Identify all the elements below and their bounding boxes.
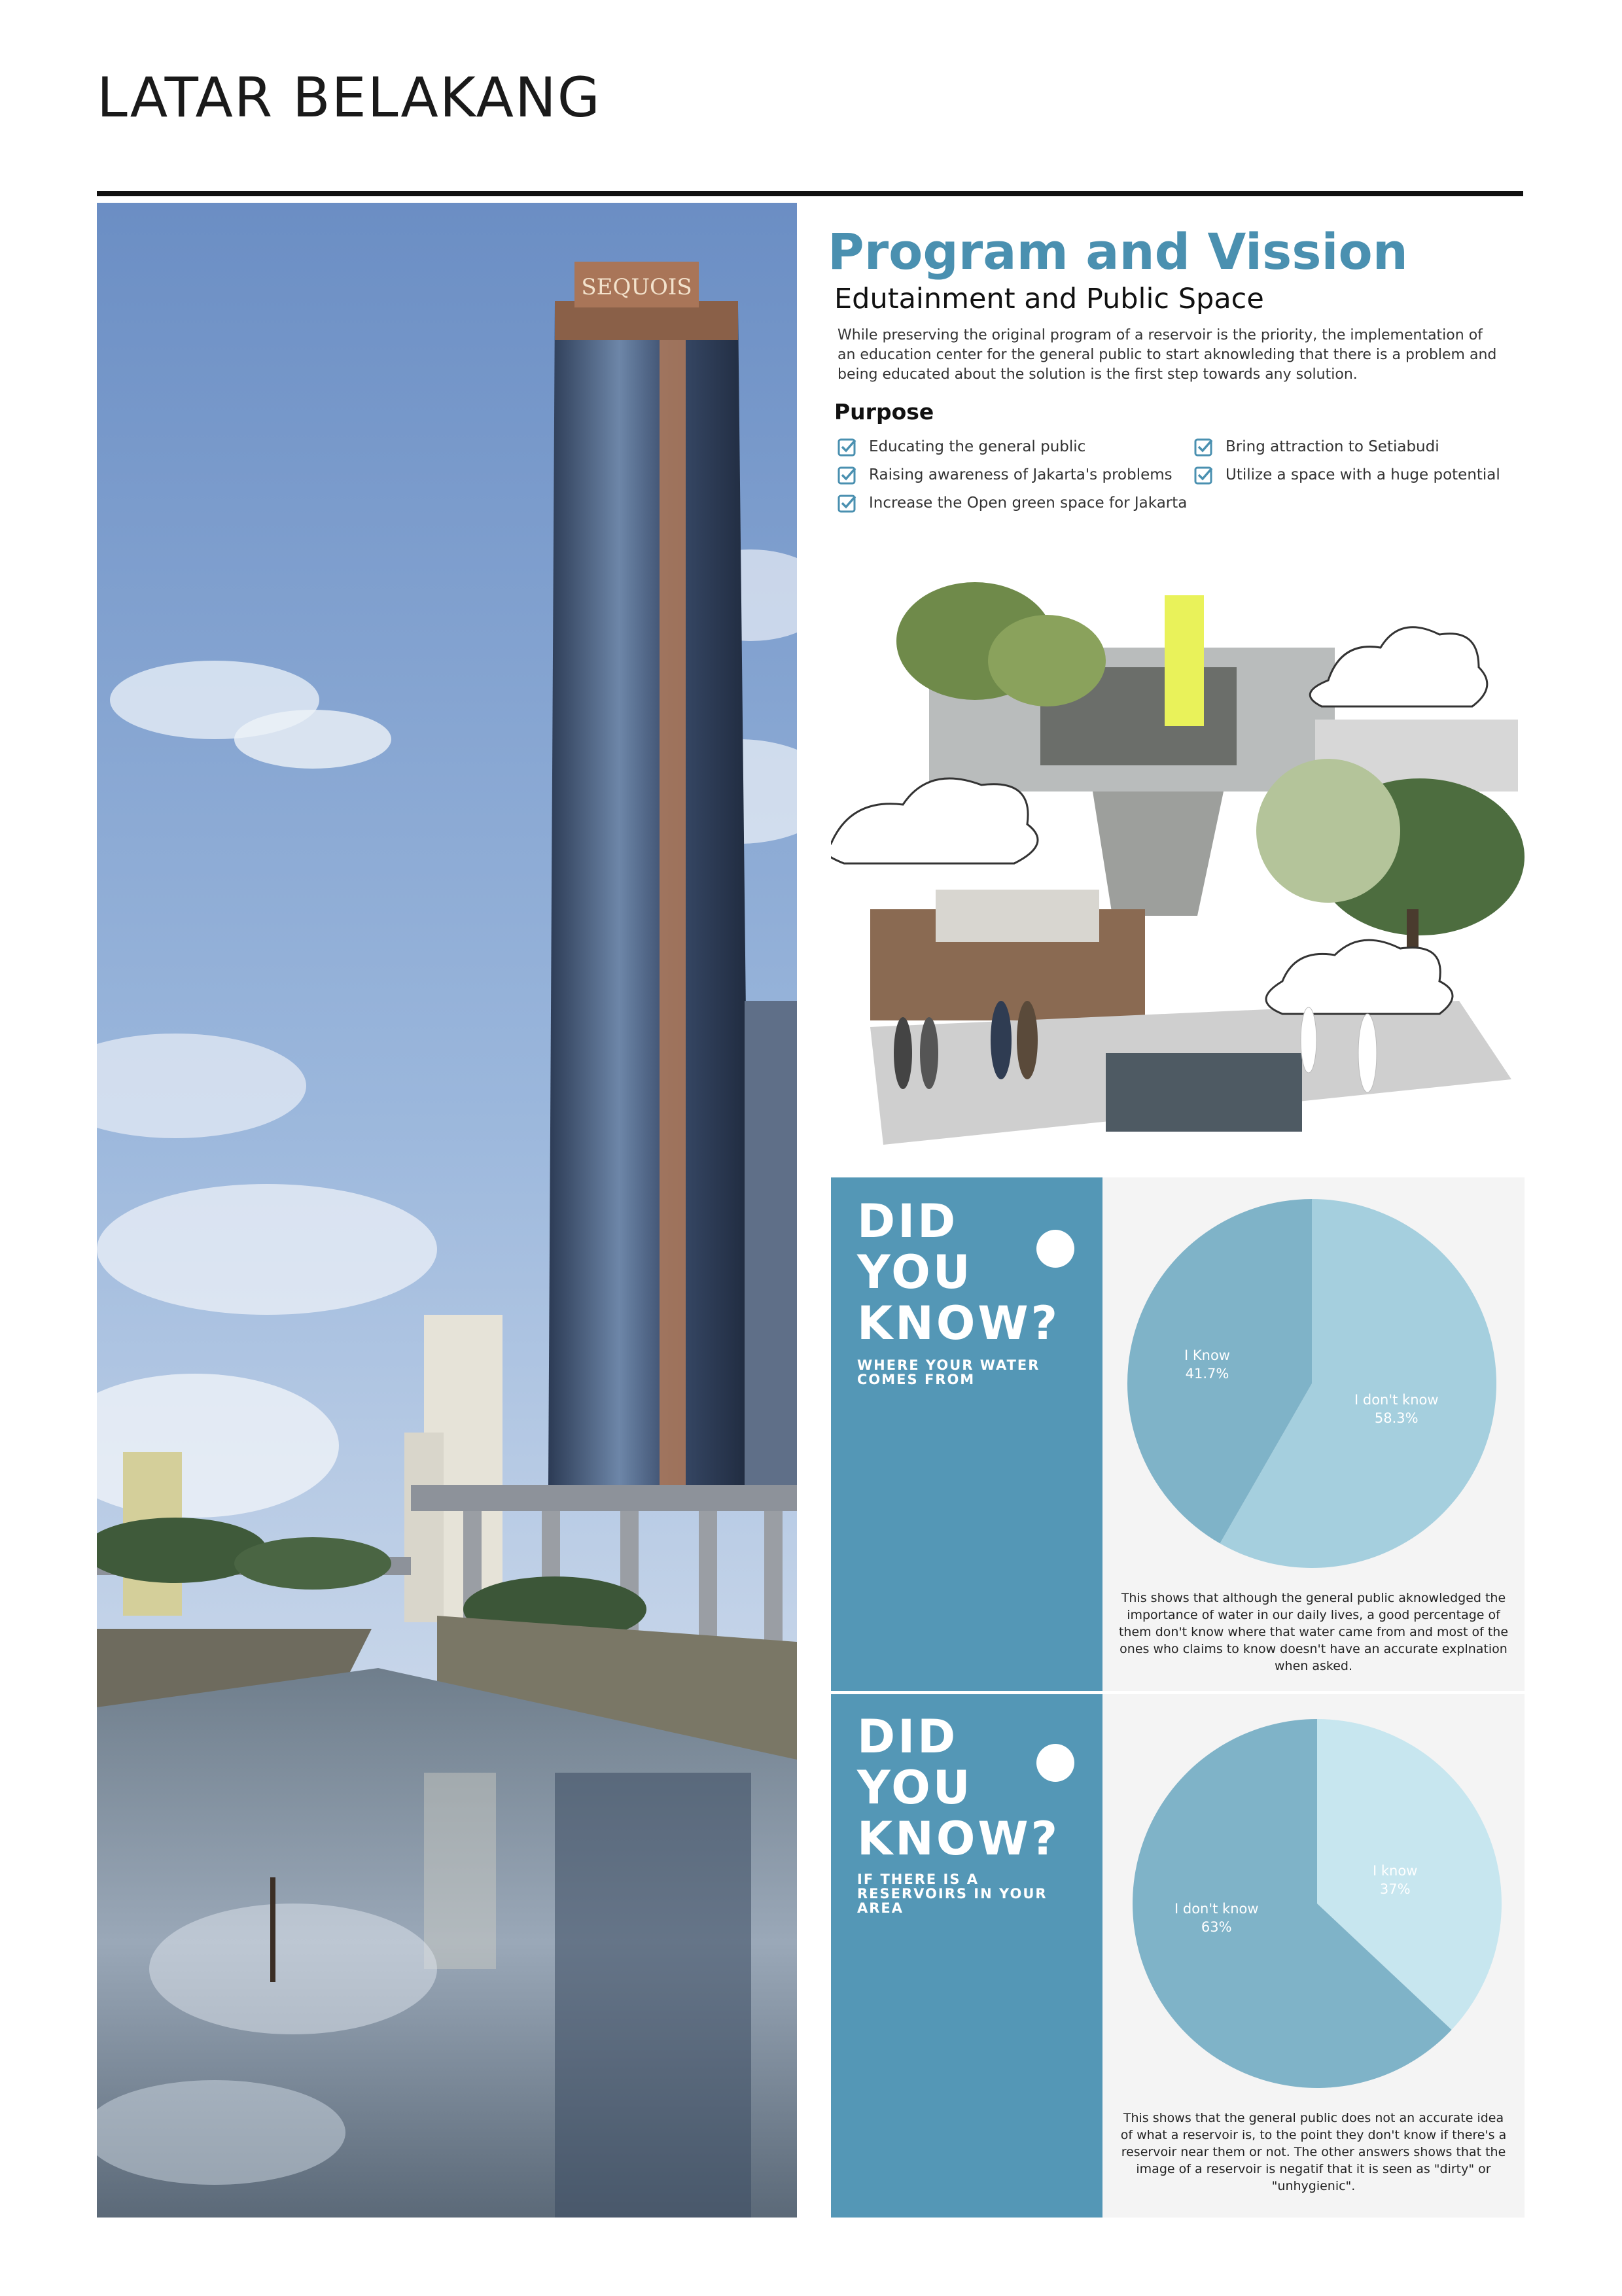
pie-caption-1: This shows that although the general public aknowledged the importance of water in our daily lives, a good percentage of them don't know where that water came from and most of the ones who claims to know doesn't have an accurate explnation when asked. (1118, 1591, 1509, 1673)
collage-illustration (831, 582, 1525, 1145)
purpose-item-label: Raising awareness of Jakarta's problems (869, 466, 1172, 483)
program-intro: While preserving the original program of a reservoir is the priority, the implementation of an education center for the general public to start aknowleding that there is a problem and being educated about the solution is the first step towards any solution. (837, 327, 1497, 383)
pie-chart-water-source (1125, 1197, 1498, 1570)
purpose-item-label: Utilize a space with a huge potential (1225, 466, 1500, 483)
purpose-item (1194, 465, 1500, 485)
check-box-icon (1194, 465, 1214, 485)
pie-label: I Know 41.7% (1184, 1348, 1230, 1382)
purpose-item-label: Educating the general public (869, 438, 1086, 455)
did-you-know-subtitle-2: IF THERE IS A RESERVOIRS IN YOUR AREA (857, 1871, 1048, 1916)
program-subheading: Edutainment and Public Space (834, 283, 1264, 315)
purpose-item-label: Bring attraction to Setiabudi (1225, 438, 1439, 455)
page-title: LATAR BELAKANG (97, 65, 601, 130)
purpose-item (837, 465, 1172, 485)
check-box-icon (837, 493, 857, 513)
purpose-item (1194, 437, 1439, 457)
dot-icon (1036, 1230, 1074, 1268)
did-you-know-title-1: DID YOU KNOW? (857, 1194, 1061, 1350)
tower-photo (97, 203, 797, 2218)
pie-label: I don't know 63% (1174, 1901, 1259, 1935)
building-sign: SEQUOIS (581, 274, 692, 300)
purpose-item-label: Increase the Open green space for Jakarta (869, 495, 1188, 512)
check-box-icon (1194, 437, 1214, 457)
pie-caption-2: This shows that the general public does not an accurate idea of what a reservoir is, to the point they don't know if there's a reservoir near them or not. The other answers shows that the image of a reservoir is negatif that it is seen as "dirty" or "unhygienic". (1120, 2111, 1507, 2193)
did-you-know-subtitle-1: WHERE YOUR WATER COMES FROM (857, 1357, 1040, 1387)
dot-icon (1036, 1744, 1074, 1782)
pie-label: I know 37% (1373, 1863, 1418, 1897)
public-space-collage (831, 582, 1525, 1145)
check-box-icon (837, 465, 857, 485)
pie-label: I don't know 58.3% (1354, 1392, 1439, 1426)
did-you-know-title-2: DID YOU KNOW? (857, 1710, 1061, 1866)
tower-illustration (97, 203, 797, 2218)
program-heading: Program and Vission (828, 222, 1408, 281)
check-box-icon (837, 437, 857, 457)
title-divider (97, 191, 1523, 196)
purpose-item (837, 493, 1187, 513)
purpose-title: Purpose (834, 399, 934, 425)
purpose-item (837, 437, 1085, 457)
